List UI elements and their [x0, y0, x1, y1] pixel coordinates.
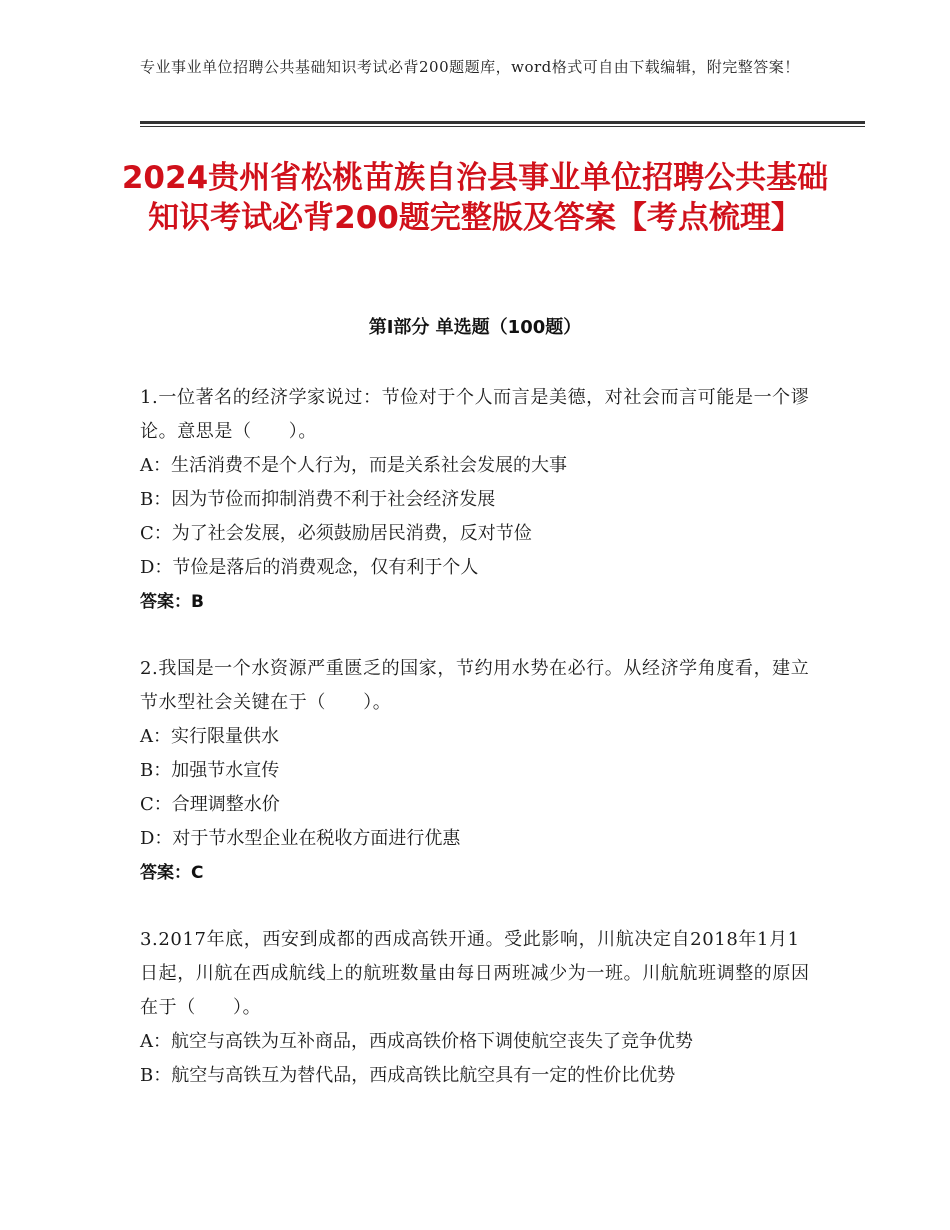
header-note: 专业事业单位招聘公共基础知识考试必背200题题库，word格式可自由下载编辑，附完整答案！	[140, 58, 800, 76]
header-rule-thin	[140, 126, 865, 127]
option-b: B：因为节俭而抑制消费不利于社会经济发展	[140, 489, 496, 510]
option-c: C：为了社会发展，必须鼓励居民消费，反对节俭	[140, 523, 532, 544]
question-stem: 3.2017年底，西安到成都的西成高铁开通。受此影响，川航决定自2018年1月1日起，川航在西成航线上的航班数量由每日两班减少为一班。川航航班调整的原因在于（ ）。	[140, 929, 810, 1018]
option-d: D：对于节水型企业在税收方面进行优惠	[140, 828, 461, 849]
document-title: 2024贵州省松桃苗族自治县事业单位招聘公共基础知识考试必背200题完整版及答案【考点梳理】	[121, 160, 829, 236]
option-b: B：加强节水宣传	[140, 760, 280, 781]
option-c: C：合理调整水价	[140, 794, 280, 815]
option-a: A：航空与高铁为互补商品，西成高铁价格下调使航空丧失了竞争优势	[140, 1031, 693, 1052]
answer: 答案：B	[140, 592, 204, 612]
option-d: D：节俭是落后的消费观念，仅有利于个人	[140, 557, 479, 578]
question-1	[140, 381, 815, 619]
question-list	[140, 381, 815, 1126]
question-stem: 1.一位著名的经济学家说过：节俭对于个人而言是美德，对社会而言可能是一个谬论。意思是（ ）。	[140, 387, 810, 442]
option-b: B：航空与高铁互为替代品，西成高铁比航空具有一定的性价比优势	[140, 1065, 676, 1086]
option-a: A：实行限量供水	[140, 726, 279, 747]
question-3	[140, 923, 815, 1093]
answer: 答案：C	[140, 863, 204, 883]
question-stem: 2.我国是一个水资源严重匮乏的国家，节约用水势在必行。从经济学角度看，建立节水型社会关键在于（ ）。	[140, 658, 810, 713]
header-rule-thick	[140, 121, 865, 124]
question-2	[140, 652, 815, 890]
section-title: 第Ⅰ部分 单选题（100题）	[368, 317, 582, 338]
option-a: A：生活消费不是个人行为，而是关系社会发展的大事	[140, 455, 567, 476]
